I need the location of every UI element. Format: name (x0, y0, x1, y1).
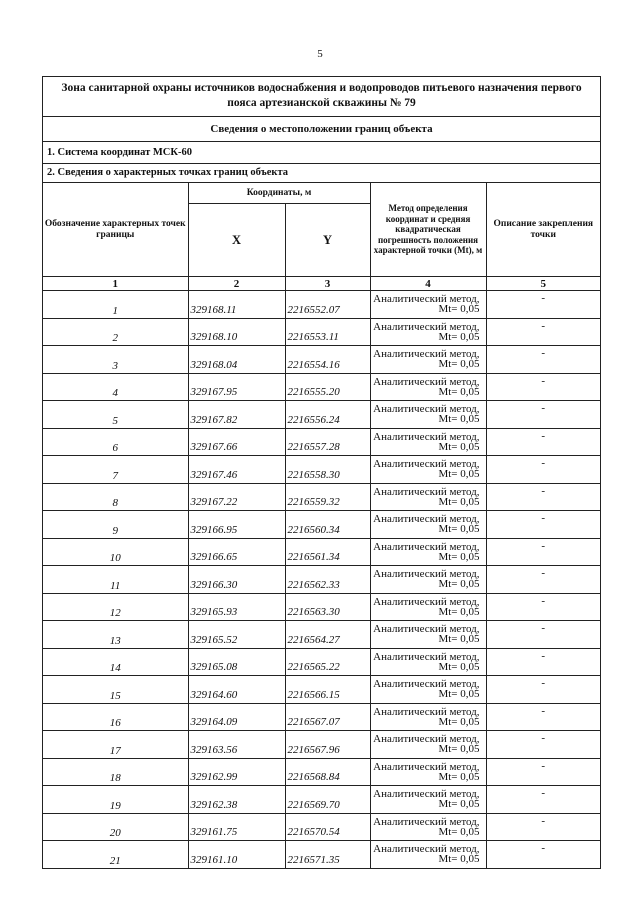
point-number: 3 (43, 346, 188, 374)
method-cell (370, 621, 486, 649)
point-description: - (486, 813, 600, 841)
method-cell (370, 841, 486, 868)
table-row (43, 483, 600, 511)
method-error: Mt= 0,05 (438, 798, 480, 811)
coord-x: 329165.08 (188, 648, 285, 676)
point-number: 4 (43, 373, 188, 401)
column-number: 4 (370, 277, 486, 291)
method-text: Аналитический метод, (373, 595, 480, 608)
method-cell (370, 511, 486, 539)
table-row (43, 813, 600, 841)
coord-x: 329162.99 (188, 758, 285, 786)
table-row (43, 291, 600, 319)
table-row (43, 841, 600, 868)
point-description: - (486, 841, 600, 868)
table-row (43, 456, 600, 484)
method-cell (370, 593, 486, 621)
coord-y: 2216563.30 (285, 593, 370, 621)
table-row (43, 318, 600, 346)
column-number: 2 (188, 277, 285, 291)
point-number: 19 (43, 786, 188, 814)
method-cell (370, 566, 486, 594)
method-text: Аналитический метод, (373, 678, 480, 691)
method-cell (370, 676, 486, 704)
table-row (43, 373, 600, 401)
method-text: Аналитический метод, (373, 568, 480, 581)
point-description: - (486, 291, 600, 319)
coord-y: 2216554.16 (285, 346, 370, 374)
method-cell (370, 703, 486, 731)
table-row (43, 566, 600, 594)
table-row (43, 538, 600, 566)
point-description: - (486, 758, 600, 786)
point-description: - (486, 373, 600, 401)
table-row (43, 758, 600, 786)
method-cell (370, 346, 486, 374)
coord-x: 329165.52 (188, 621, 285, 649)
point-description: - (486, 676, 600, 704)
method-error: Mt= 0,05 (438, 385, 480, 398)
coord-y: 2216560.34 (285, 511, 370, 539)
method-error: Mt= 0,05 (438, 330, 480, 343)
column-number: 5 (486, 277, 600, 291)
coord-x: 329165.93 (188, 593, 285, 621)
header-y: Y (285, 204, 370, 277)
coord-x: 329168.11 (188, 291, 285, 319)
table-row (43, 428, 600, 456)
point-number: 17 (43, 731, 188, 759)
boundary-points-table (43, 183, 600, 868)
method-text: Аналитический метод, (373, 320, 480, 333)
coord-x: 329163.56 (188, 731, 285, 759)
coord-x: 329167.46 (188, 456, 285, 484)
point-number: 15 (43, 676, 188, 704)
coord-y: 2216565.22 (285, 648, 370, 676)
coord-y: 2216553.11 (285, 318, 370, 346)
coord-x: 329161.75 (188, 813, 285, 841)
coord-y: 2216557.28 (285, 428, 370, 456)
method-error: Mt= 0,05 (438, 468, 480, 481)
column-numbers-row (43, 277, 600, 291)
table-row (43, 346, 600, 374)
point-description: - (486, 456, 600, 484)
point-number: 10 (43, 538, 188, 566)
section-boundary-points: 2. Сведения о характерных точках границ объекта (43, 164, 600, 183)
point-description: - (486, 483, 600, 511)
table-row (43, 676, 600, 704)
method-error: Mt= 0,05 (438, 440, 480, 453)
point-description: - (486, 621, 600, 649)
point-description: - (486, 428, 600, 456)
coord-y: 2216566.15 (285, 676, 370, 704)
point-number: 20 (43, 813, 188, 841)
method-error: Mt= 0,05 (438, 660, 480, 673)
point-description: - (486, 731, 600, 759)
method-error: Mt= 0,05 (438, 853, 480, 866)
point-description: - (486, 511, 600, 539)
table-row (43, 621, 600, 649)
method-error: Mt= 0,05 (438, 578, 480, 591)
method-text: Аналитический метод, (373, 650, 480, 663)
point-description: - (486, 401, 600, 429)
method-text: Аналитический метод, (373, 458, 480, 471)
point-number: 16 (43, 703, 188, 731)
page-number: 5 (317, 48, 323, 60)
point-number: 6 (43, 428, 188, 456)
coord-y: 2216562.33 (285, 566, 370, 594)
table-row (43, 401, 600, 429)
method-cell (370, 786, 486, 814)
table-row (43, 731, 600, 759)
method-cell (370, 538, 486, 566)
point-number: 14 (43, 648, 188, 676)
coord-x: 329164.60 (188, 676, 285, 704)
method-text: Аналитический метод, (373, 788, 480, 801)
coord-x: 329162.38 (188, 786, 285, 814)
method-cell (370, 813, 486, 841)
coord-y: 2216564.27 (285, 621, 370, 649)
method-cell (370, 648, 486, 676)
document-title: Зона санитарной охраны источников водоснабжения и водопроводов питьевого назначения первого пояса артезианской скважины № 79 (43, 77, 600, 117)
table-row (43, 648, 600, 676)
method-error: Mt= 0,05 (438, 303, 480, 316)
point-description: - (486, 538, 600, 566)
method-error: Mt= 0,05 (438, 523, 480, 536)
method-error: Mt= 0,05 (438, 605, 480, 618)
method-text: Аналитический метод, (373, 430, 480, 443)
table-row (43, 593, 600, 621)
coord-x: 329166.30 (188, 566, 285, 594)
coord-y: 2216569.70 (285, 786, 370, 814)
document-subtitle: Сведения о местоположении границ объекта (43, 117, 600, 142)
coord-y: 2216559.32 (285, 483, 370, 511)
method-cell (370, 401, 486, 429)
method-error: Mt= 0,05 (438, 413, 480, 426)
column-number: 3 (285, 277, 370, 291)
point-number: 18 (43, 758, 188, 786)
method-cell (370, 428, 486, 456)
method-text: Аналитический метод, (373, 733, 480, 746)
method-error: Mt= 0,05 (438, 743, 480, 756)
point-number: 13 (43, 621, 188, 649)
point-description: - (486, 318, 600, 346)
coord-y: 2216570.54 (285, 813, 370, 841)
method-cell (370, 758, 486, 786)
coord-x: 329166.65 (188, 538, 285, 566)
method-text: Аналитический метод, (373, 485, 480, 498)
coord-x: 329164.09 (188, 703, 285, 731)
coord-x: 329167.66 (188, 428, 285, 456)
method-error: Mt= 0,05 (438, 358, 480, 371)
coord-y: 2216568.84 (285, 758, 370, 786)
coord-x: 329168.04 (188, 346, 285, 374)
point-number: 1 (43, 291, 188, 319)
coord-y: 2216556.24 (285, 401, 370, 429)
point-number: 8 (43, 483, 188, 511)
column-number: 1 (43, 277, 188, 291)
coord-y: 2216555.20 (285, 373, 370, 401)
method-cell (370, 483, 486, 511)
method-cell (370, 456, 486, 484)
header-coordinates: Координаты, м (188, 183, 370, 204)
method-text: Аналитический метод, (373, 293, 480, 306)
point-description: - (486, 703, 600, 731)
point-description: - (486, 648, 600, 676)
table-row (43, 786, 600, 814)
point-number: 2 (43, 318, 188, 346)
method-error: Mt= 0,05 (438, 715, 480, 728)
method-cell (370, 291, 486, 319)
header-x: X (188, 204, 285, 277)
header-method: Метод определения координат и средняя квадратическая погрешность положения характерной точки (Mt), м (370, 183, 486, 277)
table-row (43, 511, 600, 539)
method-text: Аналитический метод, (373, 403, 480, 416)
coord-x: 329166.95 (188, 511, 285, 539)
point-number: 11 (43, 566, 188, 594)
method-text: Аналитический метод, (373, 540, 480, 553)
method-text: Аналитический метод, (373, 760, 480, 773)
method-text: Аналитический метод, (373, 513, 480, 526)
point-description: - (486, 566, 600, 594)
method-text: Аналитический метод, (373, 623, 480, 636)
coord-y: 2216571.35 (285, 841, 370, 868)
method-text: Аналитический метод, (373, 815, 480, 828)
method-error: Mt= 0,05 (438, 550, 480, 563)
method-error: Mt= 0,05 (438, 825, 480, 838)
coord-x: 329167.95 (188, 373, 285, 401)
point-description: - (486, 346, 600, 374)
method-text: Аналитический метод, (373, 348, 480, 361)
table-row (43, 703, 600, 731)
method-text: Аналитический метод, (373, 843, 480, 856)
point-number: 12 (43, 593, 188, 621)
method-text: Аналитический метод, (373, 375, 480, 388)
coord-y: 2216567.96 (285, 731, 370, 759)
coord-y: 2216567.07 (285, 703, 370, 731)
section-coordinate-system: 1. Система координат МСК-60 (43, 142, 600, 164)
method-cell (370, 731, 486, 759)
point-number: 9 (43, 511, 188, 539)
coord-x: 329161.10 (188, 841, 285, 868)
method-cell (370, 373, 486, 401)
coordinates-document (42, 76, 601, 869)
method-error: Mt= 0,05 (438, 495, 480, 508)
point-number: 7 (43, 456, 188, 484)
coord-x: 329167.22 (188, 483, 285, 511)
method-cell (370, 318, 486, 346)
point-number: 21 (43, 841, 188, 868)
point-description: - (486, 786, 600, 814)
method-text: Аналитический метод, (373, 705, 480, 718)
header-point-designation: Обозначение характерных точек границы (43, 183, 188, 277)
point-description: - (486, 593, 600, 621)
method-error: Mt= 0,05 (438, 688, 480, 701)
method-error: Mt= 0,05 (438, 770, 480, 783)
coord-y: 2216558.30 (285, 456, 370, 484)
coord-x: 329167.82 (188, 401, 285, 429)
point-number: 5 (43, 401, 188, 429)
header-description: Описание закрепления точки (486, 183, 600, 277)
coord-y: 2216561.34 (285, 538, 370, 566)
coord-x: 329168.10 (188, 318, 285, 346)
method-error: Mt= 0,05 (438, 633, 480, 646)
coord-y: 2216552.07 (285, 291, 370, 319)
